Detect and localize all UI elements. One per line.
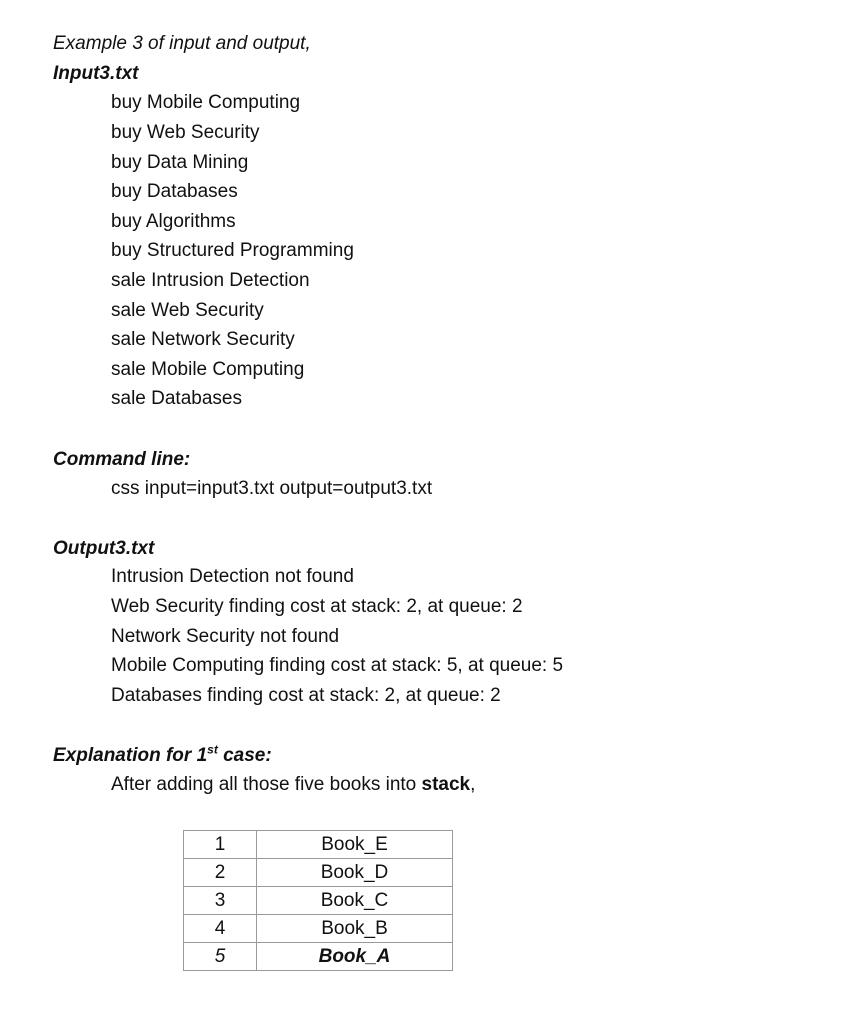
stack-table	[183, 830, 453, 971]
table-cell-index: 4	[184, 915, 257, 943]
output-line: Databases finding cost at stack: 2, at queue: 2	[111, 685, 501, 706]
explanation-text-before: After adding all those five books into	[111, 774, 422, 795]
input-line: sale Databases	[111, 388, 242, 409]
table-cell-index: 5	[184, 943, 257, 971]
explanation-title-sup: st	[207, 742, 218, 757]
command-text: css input=input3.txt output=output3.txt	[111, 478, 433, 499]
table-row	[184, 859, 453, 887]
table-cell-book: Book_B	[257, 915, 453, 943]
output-line: Intrusion Detection not found	[111, 566, 354, 587]
output-file-title: Output3.txt	[53, 538, 155, 559]
input-line: buy Data Mining	[111, 152, 249, 173]
table-cell-index: 1	[184, 831, 257, 859]
table-cell-index: 3	[184, 887, 257, 915]
table-cell-book: Book_C	[257, 887, 453, 915]
input-line: buy Algorithms	[111, 211, 236, 232]
explanation-text-after: ,	[470, 774, 476, 795]
table-row	[184, 887, 453, 915]
table-row	[184, 831, 453, 859]
explanation-title	[53, 742, 272, 767]
output-line: Network Security not found	[111, 626, 340, 647]
table-cell-book: Book_E	[257, 831, 453, 859]
explanation-title-suffix: case:	[217, 745, 272, 766]
input-line: sale Intrusion Detection	[111, 270, 310, 291]
example-intro: Example 3 of input and output,	[53, 33, 311, 54]
table-row	[184, 915, 453, 943]
input-line: buy Mobile Computing	[111, 92, 301, 113]
output-line: Mobile Computing finding cost at stack: 5, at queue: 5	[111, 655, 564, 676]
input-line: sale Mobile Computing	[111, 359, 305, 380]
explanation-text	[111, 774, 475, 796]
input-file-title: Input3.txt	[53, 63, 139, 84]
input-line: buy Databases	[111, 181, 238, 202]
output-line: Web Security finding cost at stack: 2, at queue: 2	[111, 596, 523, 617]
command-line-title: Command line:	[53, 449, 191, 470]
input-line: buy Web Security	[111, 122, 260, 143]
explanation-title-prefix: Explanation for 1	[53, 745, 208, 766]
table-cell-book: Book_D	[257, 859, 453, 887]
table-cell-index: 2	[184, 859, 257, 887]
table-cell-book: Book_A	[257, 943, 453, 971]
input-line: sale Web Security	[111, 300, 264, 321]
input-line: sale Network Security	[111, 329, 295, 350]
table-row	[184, 943, 453, 971]
explanation-text-bold: stack	[421, 774, 471, 795]
input-line: buy Structured Programming	[111, 240, 354, 261]
